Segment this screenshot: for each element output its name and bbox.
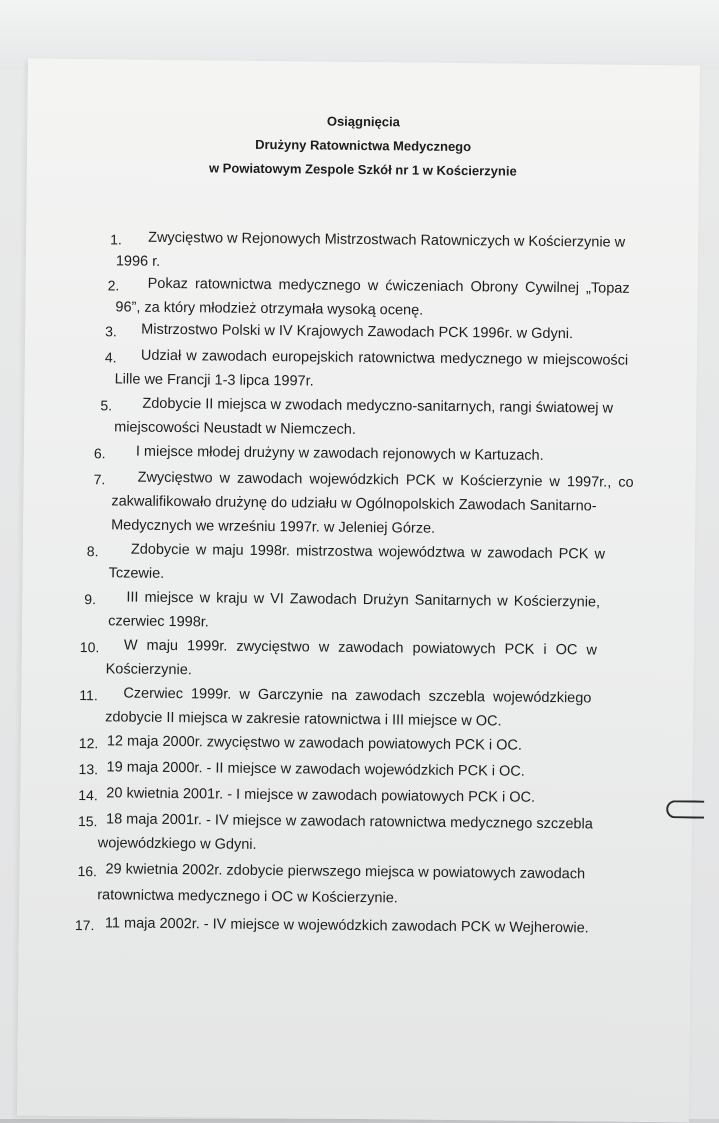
list-item-number: 8. (86, 543, 99, 560)
list-item-text: Zwycięstwo w zawodach wojewódzkich PCK w Kościerzynie w 1997r., co (137, 469, 634, 491)
list-item-text: Pokaz ratownictwa medycznego w ćwiczeniach Obrony Cywilnej „Topaz (147, 275, 630, 297)
list-item-number: 7. (93, 471, 106, 488)
list-item-text: Czerwiec 1999r. w Garczynie na zawodach szczebla wojewódzkiego (123, 685, 592, 707)
page-subtitle-location: w Powiatowym Zespole Szkół nr 1 w Kościerzynie (208, 160, 517, 179)
list-item-text: Lille we Francji 1-3 lipca 1997r. (114, 371, 314, 390)
list-item-number: 12. (78, 735, 99, 752)
list-item-text: 20 kwietnia 2001r. - I miejsce w zawodach powiatowych PCK i OC. (106, 785, 536, 806)
list-item-number: 5. (100, 397, 113, 414)
list-item-text: Zwycięstwo w Rejonowych Mistrzostwach Ratowniczych w Kościerzynie w (148, 229, 626, 251)
list-item-text: I miejsce młodej drużyny w zawodach rejonowych w Kartuzach. (135, 443, 544, 464)
list-item-number: 15. (77, 813, 98, 830)
list-item-text: miejscowości Neustadt w Niemczech. (114, 419, 356, 438)
list-item-text: 11 maja 2002r. - IV miejsce w wojewódzkich zawodach PCK w Wejherowie. (104, 915, 589, 937)
list-item-number: 16. (77, 863, 98, 880)
page-title: Osiągnięcia (326, 113, 400, 130)
list-item-number: 3. (105, 323, 117, 340)
list-item-number: 6. (93, 445, 106, 462)
document-page (17, 58, 700, 1122)
binder-clip (666, 800, 704, 818)
list-item-text: czerwiec 1998r. (108, 613, 209, 631)
list-item-number: 17. (74, 917, 95, 934)
list-item-text: 96”, za który młodzież otrzymała wysoką ocenę. (115, 299, 424, 319)
list-item-text: 18 maja 2001r. - IV miejsce w zawodach ratownictwa medycznego szczebla (105, 811, 593, 833)
list-item-number: 2. (107, 277, 120, 294)
list-item-text: 19 maja 2000r. - II miejsce w zawodach wojewódzkich PCK i OC. (106, 759, 525, 780)
list-item-text: zakwalifikowało drużynę do udziału w Ogólnopolskich Zawodach Sanitarno- (111, 493, 597, 515)
list-item-number: 4. (104, 349, 117, 366)
list-item-text: Udział w zawodach europejskich ratownictwa medycznego w miejscowości (140, 347, 629, 369)
page-subtitle: Drużyny Ratownictwa Medycznego (255, 136, 472, 155)
list-item-number: 13. (78, 761, 99, 778)
list-item-number: 14. (78, 787, 98, 804)
list-item-text: zdobycie II miejsca w zakresie ratownictwa i III miejsce w OC. (105, 709, 502, 730)
list-item-number: 9. (84, 591, 97, 608)
list-item-number: 11. (79, 687, 98, 704)
list-item-text: wojewódzkiego w Gdyni. (97, 835, 257, 853)
list-item-text: Tczewie. (108, 565, 165, 582)
list-item-text: 29 kwietnia 2002r. zdobycie pierwszego miejsca w powiatowych zawodach (105, 861, 586, 883)
list-item-text: Medycznych we wrześniu 1997r. w Jeleniej Górze. (111, 517, 436, 537)
list-item-text: ratownictwa medycznego i OC w Kościerzynie. (97, 887, 398, 907)
list-item-number: 1. (110, 231, 122, 248)
list-item-text: III miejsce w kraju w VI Zawodach Drużyn Sanitarnych w Kościerzynie, (126, 589, 601, 611)
list-item-text: Zdobycie II miejsca w zwodach medyczno-sanitarnych, rangi światowej w (142, 395, 614, 417)
list-item-text: Mistrzostwo Polski w IV Krajowych Zawodach PCK 1996r. w Gdyni. (141, 321, 574, 343)
list-item-text: W maju 1999r. zwycięstwo w zawodach powiatowych PCK i OC w (123, 637, 598, 659)
list-item-text: Zdobycie w maju 1998r. mistrzostwa województwa w zawodach PCK w (130, 541, 606, 563)
list-item-text: 1996 r. (115, 253, 161, 270)
list-item-text: 12 maja 2000r. zwycięstwo w zawodach powiatowych PCK i OC. (106, 733, 522, 754)
list-item-number: 10. (79, 639, 100, 656)
list-item-text: Kościerzynie. (105, 661, 192, 679)
